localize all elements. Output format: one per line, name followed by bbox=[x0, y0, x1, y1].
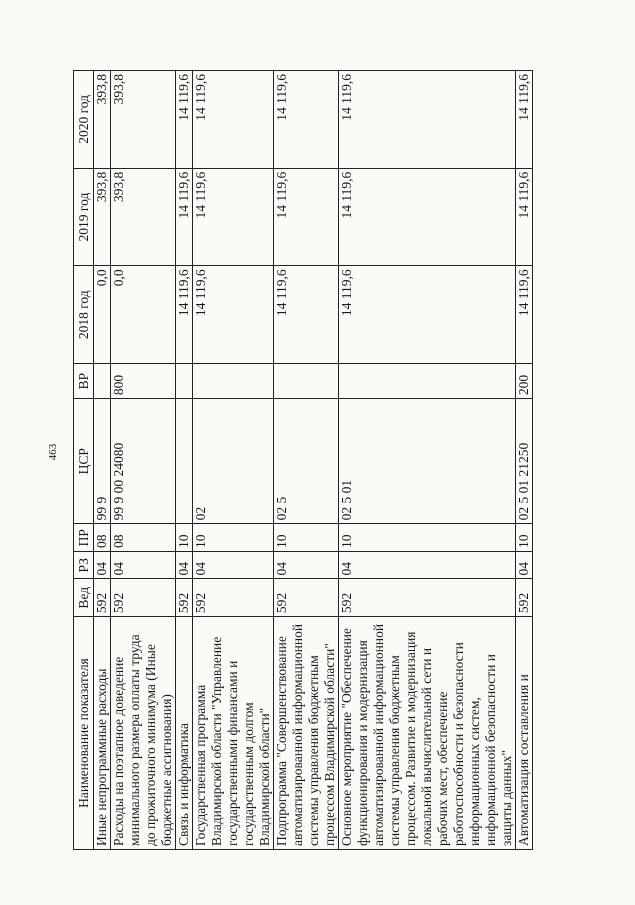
cell-pr: 08 bbox=[111, 524, 176, 552]
cell-vr bbox=[193, 364, 274, 399]
cell-vr bbox=[339, 364, 516, 399]
header-rz: РЗ bbox=[74, 551, 94, 579]
cell-name: Автоматизация составления и bbox=[516, 617, 533, 850]
cell-2018: 14 119,6 bbox=[516, 266, 533, 364]
cell-rz: 04 bbox=[193, 551, 274, 579]
cell-2019: 14 119,6 bbox=[176, 168, 193, 266]
cell-vr bbox=[176, 364, 193, 399]
header-name: Наименование показателя bbox=[74, 617, 94, 850]
page-number: 463 bbox=[47, 443, 59, 461]
cell-2019: 14 119,6 bbox=[193, 168, 274, 266]
table-row bbox=[339, 71, 516, 850]
header-pr: ПР bbox=[74, 524, 94, 552]
cell-ved: 592 bbox=[176, 579, 193, 617]
cell-rz: 04 bbox=[176, 551, 193, 579]
cell-2018: 14 119,6 bbox=[274, 266, 339, 364]
cell-csr: 99 9 bbox=[94, 399, 111, 524]
cell-rz: 04 bbox=[274, 551, 339, 579]
cell-csr: 02 bbox=[193, 399, 274, 524]
header-2020: 2020 год bbox=[74, 71, 94, 169]
cell-2019: 393,8 bbox=[94, 168, 111, 266]
cell-2020: 14 119,6 bbox=[176, 71, 193, 169]
cell-2019: 14 119,6 bbox=[339, 168, 516, 266]
cell-csr: 02 5 01 bbox=[339, 399, 516, 524]
cell-rz: 04 bbox=[111, 551, 176, 579]
cell-ved: 592 bbox=[516, 579, 533, 617]
cell-pr: 10 bbox=[193, 524, 274, 552]
cell-rz: 04 bbox=[94, 551, 111, 579]
cell-name: Расходы на поэтапное доведение минимального размера оплаты труда до прожиточного минимума (Иные бюджетные ассигнования) bbox=[111, 617, 176, 850]
table-header-row bbox=[74, 71, 94, 850]
cell-ved: 592 bbox=[193, 579, 274, 617]
cell-2020: 393,8 bbox=[94, 71, 111, 169]
cell-ved: 592 bbox=[274, 579, 339, 617]
cell-2020: 14 119,6 bbox=[516, 71, 533, 169]
header-vr: ВР bbox=[74, 364, 94, 399]
table-row bbox=[193, 71, 274, 850]
cell-csr: 99 9 00 24080 bbox=[111, 399, 176, 524]
cell-2018: 14 119,6 bbox=[193, 266, 274, 364]
cell-2020: 14 119,6 bbox=[193, 71, 274, 169]
cell-pr: 10 bbox=[516, 524, 533, 552]
cell-2019: 14 119,6 bbox=[516, 168, 533, 266]
cell-ved: 592 bbox=[111, 579, 176, 617]
cell-name: Государственная программа Владимирской области "Управление государственными финансами и государственным долгом Владимирской области" bbox=[193, 617, 274, 850]
cell-rz: 04 bbox=[516, 551, 533, 579]
cell-2018: 14 119,6 bbox=[339, 266, 516, 364]
cell-2018: 14 119,6 bbox=[176, 266, 193, 364]
cell-csr bbox=[176, 399, 193, 524]
header-ved: Вед bbox=[74, 579, 94, 617]
cell-2018: 0,0 bbox=[94, 266, 111, 364]
cell-2018: 0,0 bbox=[111, 266, 176, 364]
table-row bbox=[94, 71, 111, 850]
cell-csr: 02 5 01 21250 bbox=[516, 399, 533, 524]
table-row bbox=[274, 71, 339, 850]
cell-2020: 14 119,6 bbox=[339, 71, 516, 169]
cell-csr: 02 5 bbox=[274, 399, 339, 524]
cell-2020: 393,8 bbox=[111, 71, 176, 169]
cell-rz: 04 bbox=[339, 551, 516, 579]
cell-vr bbox=[94, 364, 111, 399]
header-csr: ЦСР bbox=[74, 399, 94, 524]
cell-name: Основное мероприятие "Обеспечение функционирования и модернизация автоматизированной информационной системы управления бюджетным процессом. Развитие и модернизация локальной вычислительной сети и рабочих мест, обеспечение работоспособности и безопасности информационных систем, информационной безопасности и защиты данных" bbox=[339, 617, 516, 850]
cell-ved: 592 bbox=[339, 579, 516, 617]
cell-pr: 10 bbox=[339, 524, 516, 552]
cell-2020: 14 119,6 bbox=[274, 71, 339, 169]
cell-name: Связь и информатика bbox=[176, 617, 193, 850]
cell-pr: 08 bbox=[94, 524, 111, 552]
cell-vr: 200 bbox=[516, 364, 533, 399]
header-2018: 2018 год bbox=[74, 266, 94, 364]
cell-pr: 10 bbox=[274, 524, 339, 552]
table-row bbox=[516, 71, 533, 850]
cell-name: Иные непрограммные расходы bbox=[94, 617, 111, 850]
cell-2019: 393,8 bbox=[111, 168, 176, 266]
cell-vr bbox=[274, 364, 339, 399]
cell-name: Подпрограмма "Совершенствование автоматизированной информационной системы управления бюджетным процессом Владимирской области" bbox=[274, 617, 339, 850]
header-2019: 2019 год bbox=[74, 168, 94, 266]
cell-2019: 14 119,6 bbox=[274, 168, 339, 266]
cell-pr: 10 bbox=[176, 524, 193, 552]
cell-ved: 592 bbox=[94, 579, 111, 617]
table-row bbox=[176, 71, 193, 850]
rotated-page-content bbox=[73, 70, 608, 850]
cell-vr: 800 bbox=[111, 364, 176, 399]
table-row bbox=[111, 71, 176, 850]
budget-table bbox=[73, 70, 533, 850]
